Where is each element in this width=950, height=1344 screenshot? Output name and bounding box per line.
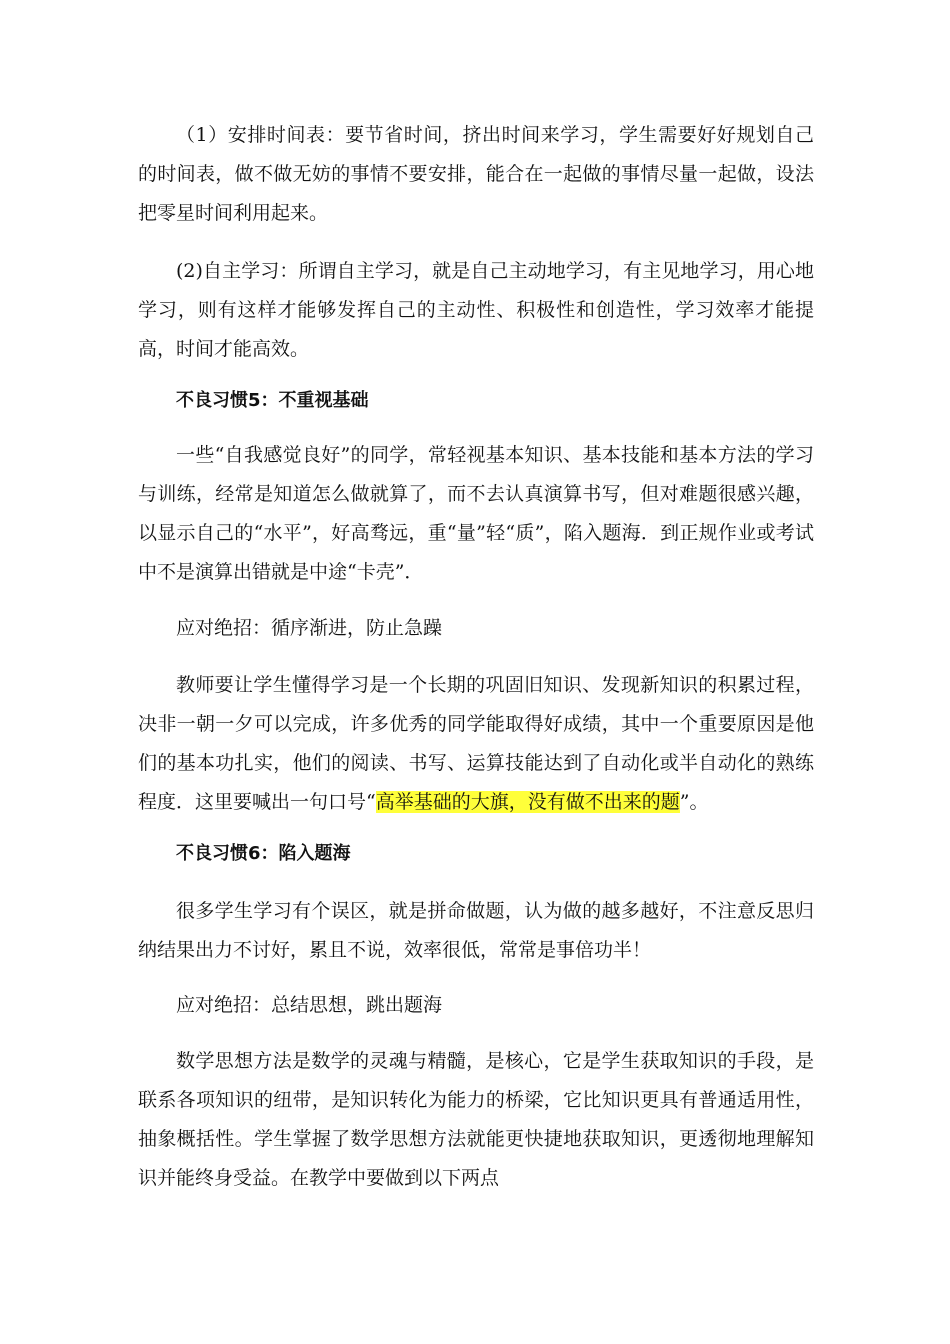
heading-bad-habit-6: 不良习惯6：陷入题海 [176, 843, 351, 864]
paragraph-basics: 一些“自我感觉良好”的同学，常轻视基本知识、基本技能和基本方法的学习与训练，经常是知道怎么做就算了，而不去认真演算书写，但对难题很感兴趣，以显示自己的“水平”，好高骛远，重“量”轻“质”，陷入题海．到正规作业或考试中不是演算出错就是中途“卡壳”． [138, 444, 814, 583]
paragraph-teacher-text: 教师要让学生懂得学习是一个长期的巩固旧知识、发现新知识的积累过程，决非一朝一夕可以完成，许多优秀的同学能取得好成绩，其中一个重要原因是他们的基本功扎实，他们的阅读、书写、运算技能达到了自动化或半自动化的熟练程度．这里要喊出一句口号“ [138, 674, 814, 813]
paragraph-math-thinking: 数学思想方法是数学的灵魂与精髓，是核心，它是学生获取知识的手段，是联系各项知识的纽带，是知识转化为能力的桥梁，它比知识更具有普通适用性，抽象概括性。学生掌握了数学思想方法就能更快捷地获取知识，更透彻地理解知识并能终身受益。在教学中要做到以下两点 [138, 1050, 814, 1189]
paragraph-teacher [138, 666, 814, 822]
tip-bad-habit-5: 应对绝招：循序渐进，防止急躁 [176, 617, 443, 639]
highlighted-slogan: 高举基础的大旗，没有做不出来的题 [375, 791, 680, 813]
paragraph-schedule: （1）安排时间表：要节省时间，挤出时间来学习，学生需要好好规划自己的时间表，做不做无妨的事情不要安排，能合在一起做的事情尽量一起做，设法把零星时间利用起来。 [138, 124, 814, 224]
paragraph-problem-sea: 很多学生学习有个误区，就是拼命做题，认为做的越多越好，不注意反思归纳结果出力不讨好，累且不说，效率很低，常常是事倍功半！ [138, 900, 814, 961]
paragraph-teacher-end: ”。 [679, 791, 709, 813]
heading-bad-habit-5: 不良习惯5：不重视基础 [176, 390, 369, 411]
paragraph-self-study: (2)自主学习：所谓自主学习，就是自己主动地学习，有主见地学习，用心地学习，则有这样才能够发挥自己的主动性、积极性和创造性，学习效率才能提高，时间才能高效。 [138, 260, 814, 360]
tip-bad-habit-6: 应对绝招：总结思想，跳出题海 [176, 994, 443, 1016]
